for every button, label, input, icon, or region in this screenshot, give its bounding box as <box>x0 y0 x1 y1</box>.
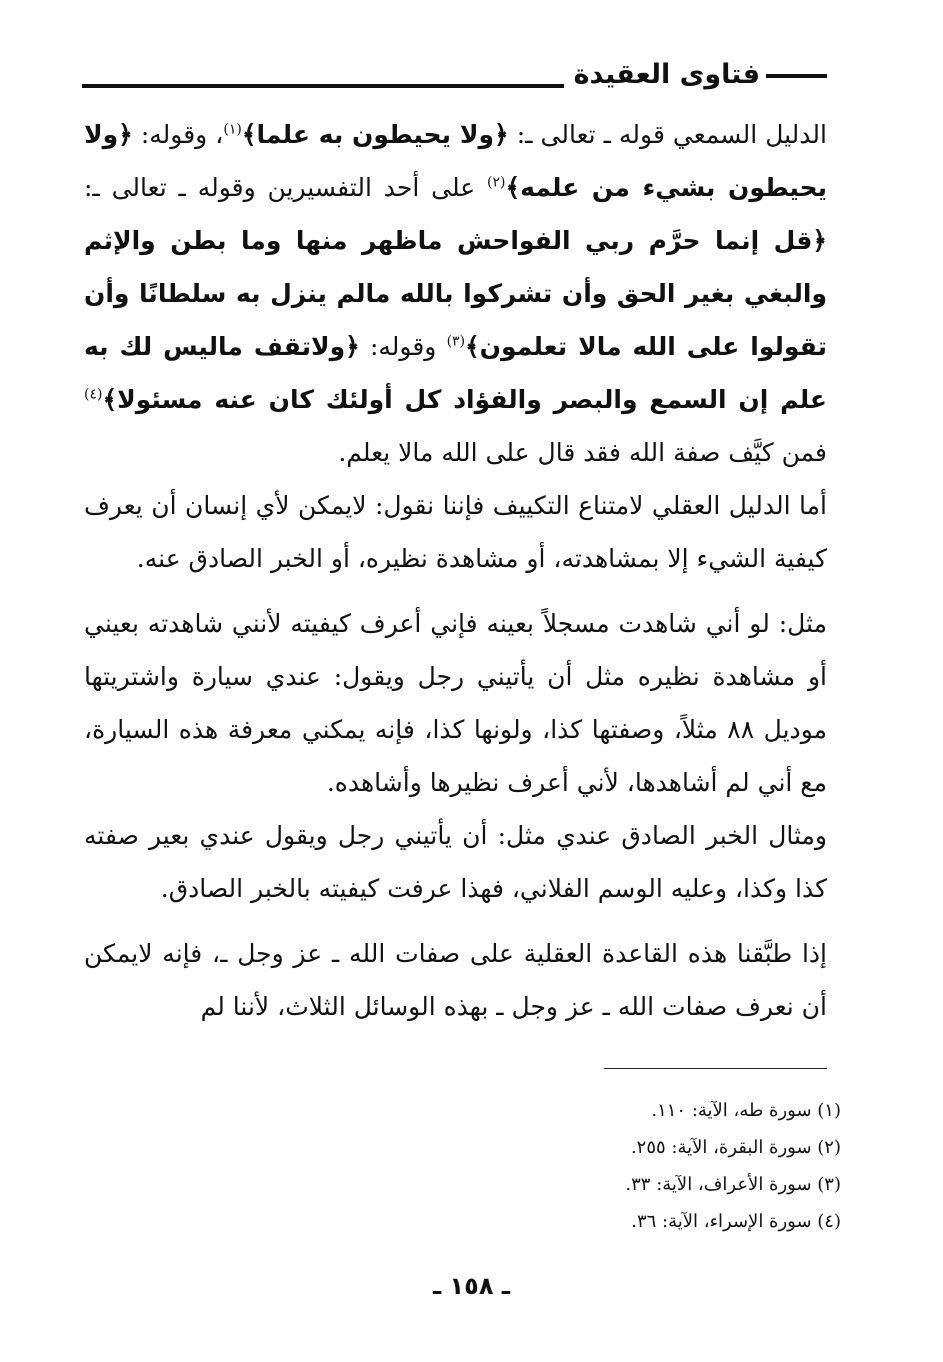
footnote: (٣) سورة الأعراف، الآية: ٣٣. <box>625 1174 841 1195</box>
paragraph-scriptural-evidence <box>84 108 827 479</box>
text-run: الدليل السمعي قوله ـ تعالى ـ: <box>508 120 827 149</box>
quran-verse: ﴿قل إنما حرَّم ربي الفواحش ماظهر منها وما بطن والإثم والبغي بغير الحق وأن تشركوا بالله مالم ينزل به سلطانًا وأن تقولوا على الله مالا تعلمون﴾ <box>84 226 827 361</box>
text-run: ، وقوله: <box>132 120 224 149</box>
running-header <box>82 58 827 98</box>
text-run: وقوله: <box>359 332 447 361</box>
paragraph-application: إذا طبَّقنا هذه القاعدة العقلية على صفات الله ـ عز وجل ـ، فإنه لايمكن أن نعرف صفات الله ـ عز وجل ـ بهذه الوسائل الثلاث، لأننا لم <box>84 939 827 1021</box>
header-rule-short <box>766 74 827 78</box>
main-text <box>84 108 827 1033</box>
quran-verse: ﴿ولاتقف ماليس لك به علم إن السمع والبصر والفؤاد كل أولئك كان عنه مسئولا﴾ <box>84 332 827 414</box>
footnote: (٤) سورة الإسراء، الآية: ٣٦. <box>631 1211 841 1232</box>
footnote-ref: (٢) <box>487 174 506 191</box>
footnote-ref: (٤) <box>84 386 103 403</box>
text-run: على أحد التفسيرين وقوله ـ تعالى ـ: <box>84 173 487 202</box>
page-number: ـ ١٥٨ ـ <box>432 1272 511 1300</box>
footnote: (١) سورة طه، الآية: ١١٠. <box>651 1100 841 1121</box>
quran-verse: ﴿ولا يحيطون بشيء من علمه﴾ <box>84 120 827 202</box>
header-title: فتاوى العقيدة <box>573 59 760 90</box>
paragraph-rational-evidence: أما الدليل العقلي لامتناع التكييف فإننا نقول: لايمكن لأي إنسان أن يعرف كيفية الشيء إلا بمشاهدته، أو مشاهدة نظيره، أو الخبر الصادق عنه. <box>84 491 827 573</box>
footnote: (٢) سورة البقرة، الآية: ٢٥٥. <box>630 1137 841 1158</box>
header-rule-long <box>82 84 564 88</box>
footnote-separator <box>604 1068 827 1069</box>
footnote-ref: (٣) <box>446 333 466 350</box>
paragraph-example: مثل: لو أني شاهدت مسجلاً بعينه فإني أعرف كيفيته لأنني شاهدته بعيني أو مشاهدة نظيره مثل أن يأتيني رجل ويقول: عندي سيارة واشتريتها موديل ٨٨ مثلاً، وصفتها كذا، ولونها كذا، فإنه يمكني معرفة هذه السيارة، مع أني لم أشاهدها، لأني أعرف نظيرها وأشاهده. <box>84 609 828 797</box>
paragraph-true-report: ومثال الخبر الصادق عندي مثل: أن يأتيني رجل ويقول عندي بعير صفته كذا وكذا، وعليه الوسم الفلاني، فهذا عرفت كيفيته بالخبر الصادق. <box>84 821 827 903</box>
quran-verse: ﴿ولا يحيطون به علما﴾ <box>241 120 509 149</box>
text-run: فمن كيَّف صفة الله فقد قال على الله مالا يعلم. <box>338 438 827 467</box>
footnotes <box>84 1092 841 1240</box>
footnote-ref: (١) <box>223 121 242 138</box>
